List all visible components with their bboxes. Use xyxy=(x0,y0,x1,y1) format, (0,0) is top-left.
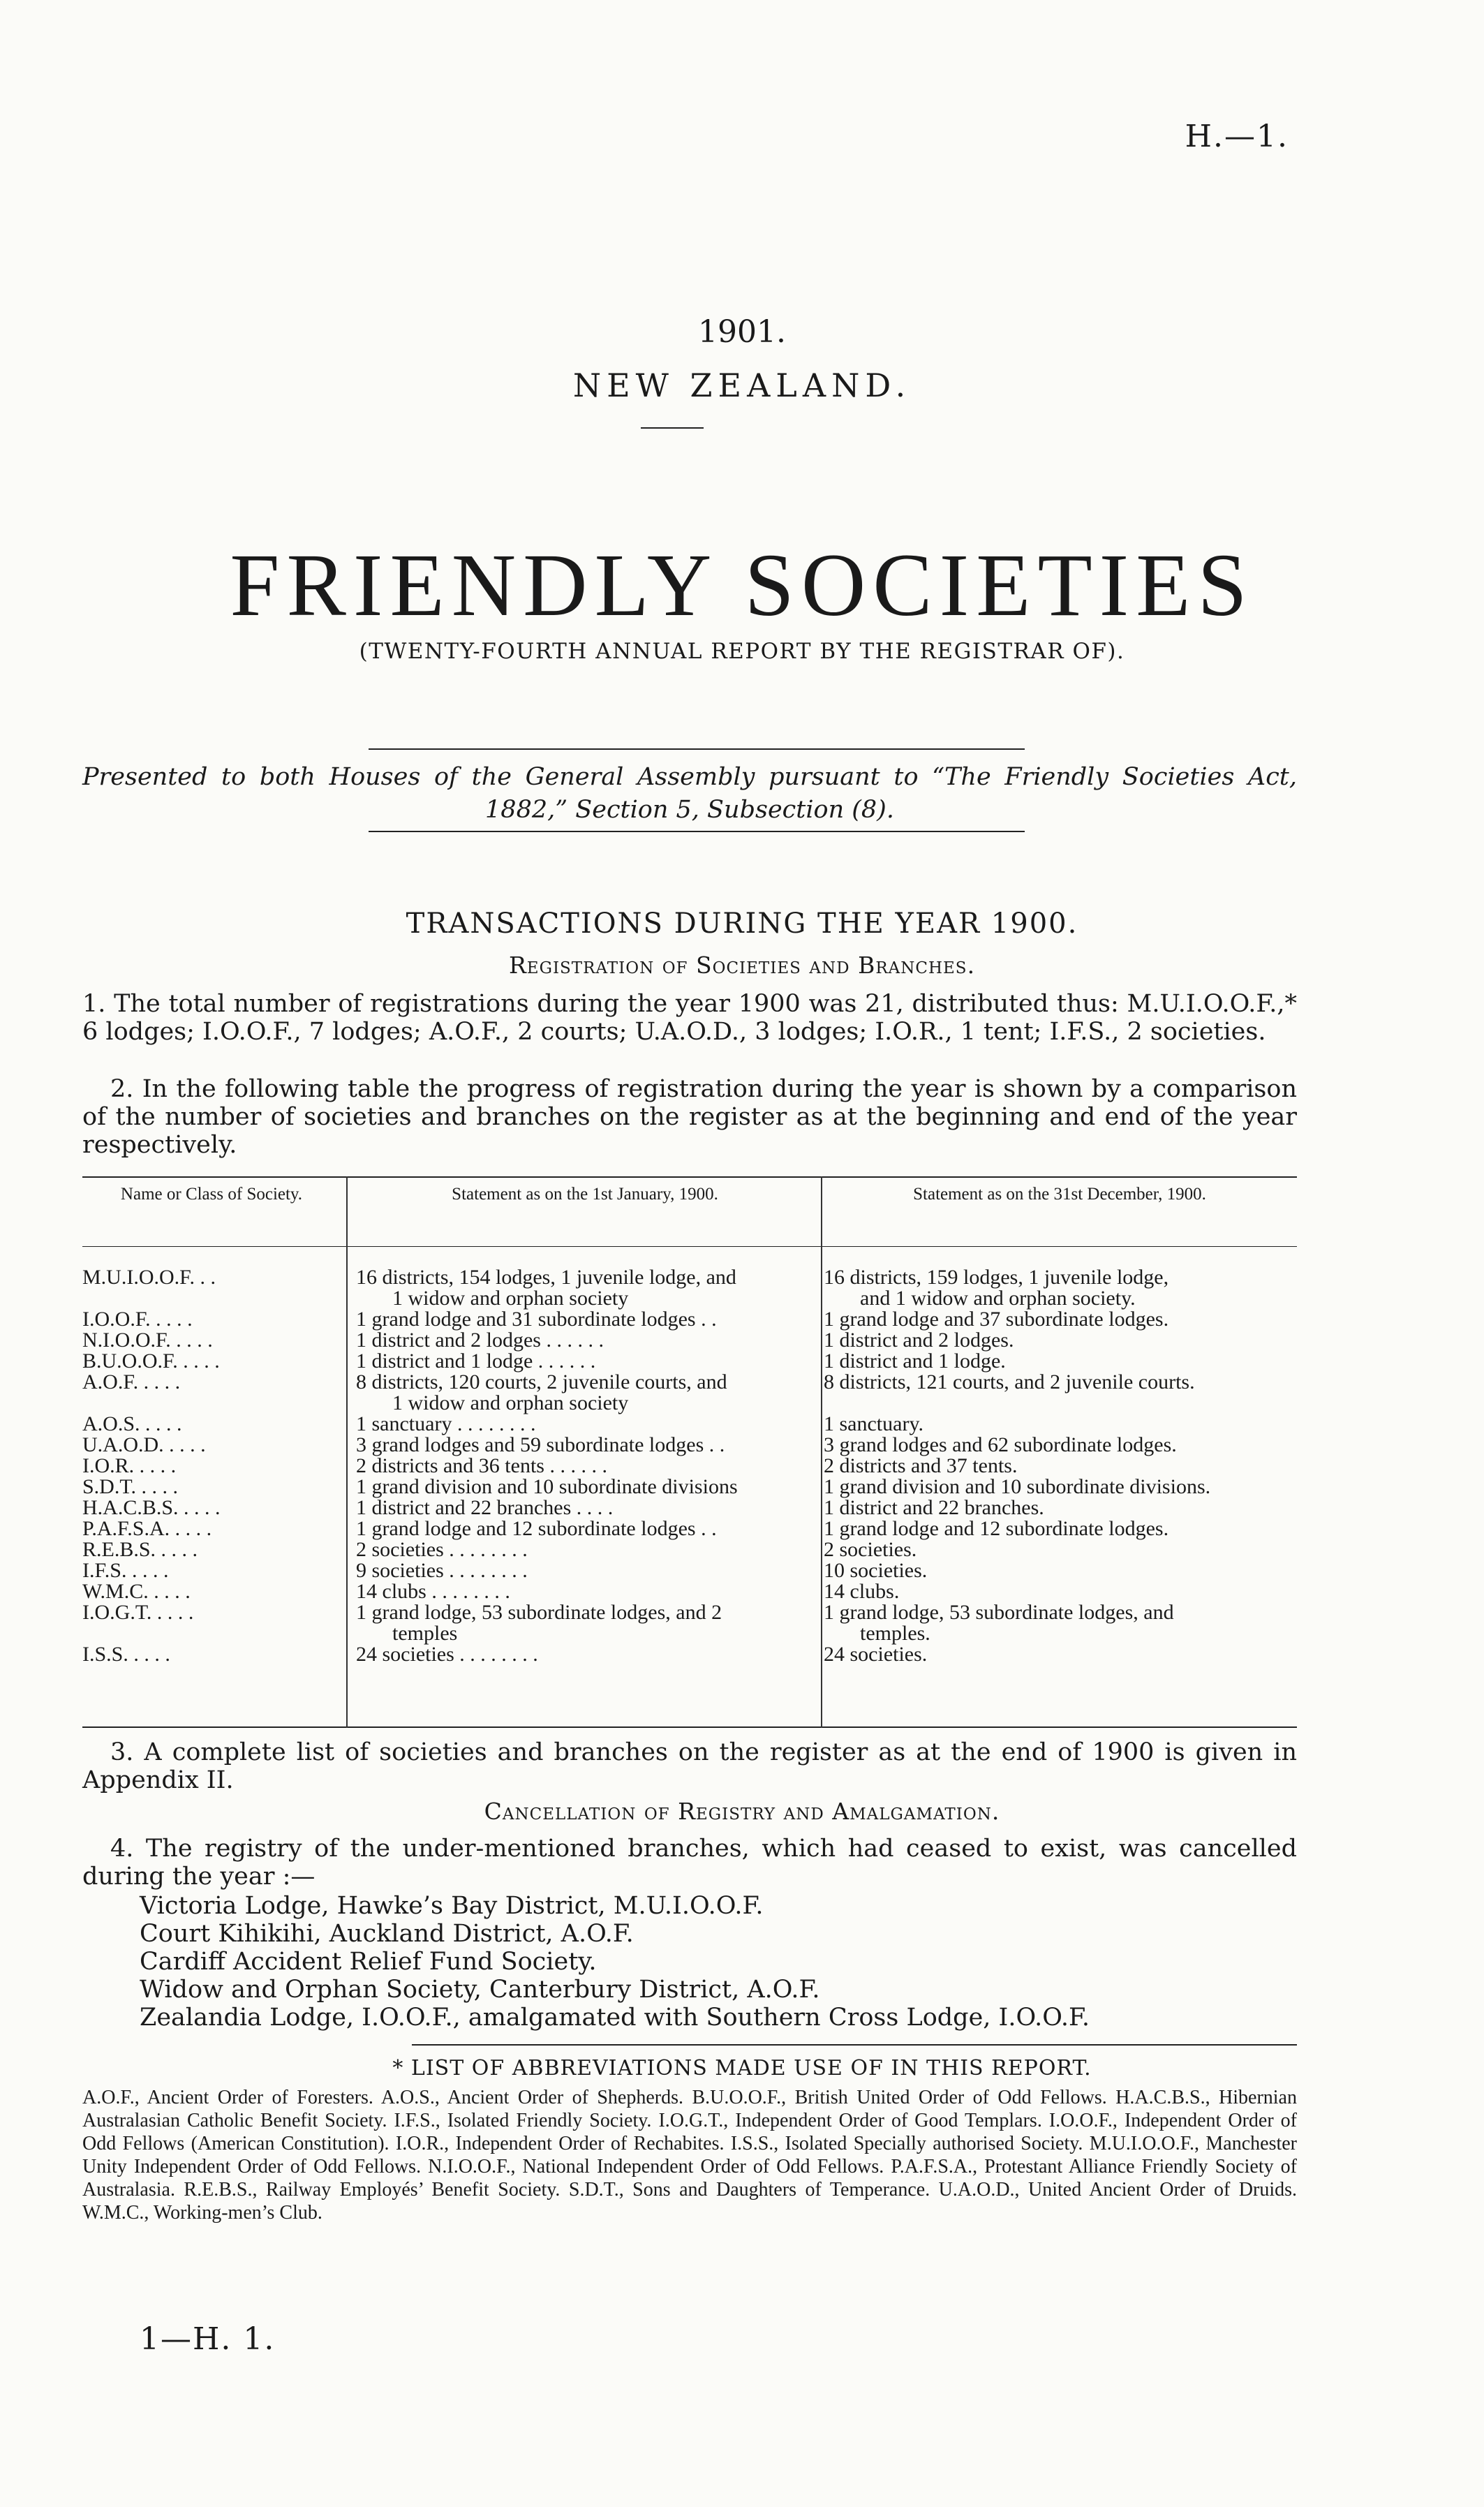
jan-statement-cell xyxy=(348,1309,815,1330)
header-jan: Statement as on the 1st January, 1900. xyxy=(452,1185,718,1204)
jan-statement-cell xyxy=(348,1560,815,1581)
society-name-cell: I.O.O.F. . . . . xyxy=(82,1308,193,1331)
jan-statement-cell xyxy=(348,1518,815,1539)
jan-statement-cell xyxy=(348,1581,815,1602)
document-code: H.—1. xyxy=(1185,119,1289,154)
document-year: 1901. xyxy=(698,314,786,350)
society-name-cell: H.A.C.B.S. . . . . xyxy=(82,1496,221,1519)
jan-statement-line: 1 grand lodge and 31 subordinate lodges . . xyxy=(356,1308,717,1331)
society-name-cell: W.M.C. . . . . xyxy=(82,1580,191,1603)
table-row xyxy=(82,1644,1297,1665)
dec-statement-cell xyxy=(815,1581,1297,1602)
jan-statement-line: 1 grand division and 10 subordinate divisions xyxy=(356,1475,738,1498)
table-row xyxy=(82,1414,1297,1435)
dec-statement-cell xyxy=(815,1477,1297,1497)
dec-statement-line: 24 societies. xyxy=(824,1643,928,1666)
dec-statement-line: 10 societies. xyxy=(824,1559,928,1582)
jan-statement-line: 1 sanctuary . . . . . . . . xyxy=(356,1412,536,1435)
dec-statement-line: 14 clubs. xyxy=(824,1580,900,1603)
paragraph-3: 3. A complete list of societies and branches on the register as at the end of 1900 is given in Appendix II. xyxy=(82,1738,1297,1794)
dec-statement-cell xyxy=(815,1267,1297,1309)
dec-statement-cell xyxy=(815,1497,1297,1518)
jan-statement-line: 2 districts and 36 tents . . . . . . xyxy=(356,1454,607,1477)
jan-statement-line: 1 widow and orphan society xyxy=(392,1287,629,1310)
cancelled-item: Victoria Lodge, Hawke’s Bay District, M.U.I.O.O.F. xyxy=(140,1892,764,1920)
jan-statement-cell xyxy=(348,1330,815,1351)
dec-statement-line: 8 districts, 121 courts, and 2 juvenile courts. xyxy=(824,1370,1195,1393)
jan-statement-line: 1 district and 1 lodge . . . . . . xyxy=(356,1349,596,1373)
dec-statement-line: 1 district and 22 branches. xyxy=(824,1496,1044,1519)
paragraph-2: 2. In the following table the progress of registration during the year is shown by a comparison of the number of societies and branches on the register as at the beginning and end of the year respectively. xyxy=(82,1075,1297,1159)
dec-statement-line: 1 grand lodge and 37 subordinate lodges. xyxy=(824,1308,1169,1331)
table-row xyxy=(82,1560,1297,1581)
table-top-rule xyxy=(82,1176,1297,1178)
table-row xyxy=(82,1456,1297,1477)
cancelled-item: Zealandia Lodge, I.O.O.F., amalgamated with Southern Cross Lodge, I.O.O.F. xyxy=(140,2004,1090,2032)
divider xyxy=(412,2044,1297,2046)
table-row xyxy=(82,1372,1297,1414)
dec-statement-cell xyxy=(815,1435,1297,1456)
jan-statement-line: 9 societies . . . . . . . . xyxy=(356,1559,528,1582)
divider xyxy=(369,748,1025,750)
page-footer: 1—H. 1. xyxy=(140,2321,276,2357)
jan-statement-line: 1 district and 2 lodges . . . . . . xyxy=(356,1329,604,1352)
transactions-heading: TRANSACTIONS DURING THE YEAR 1900. xyxy=(406,908,1078,940)
table-row xyxy=(82,1435,1297,1456)
dec-statement-line: 16 districts, 159 lodges, 1 juvenile lodge, xyxy=(824,1266,1169,1289)
table-row xyxy=(82,1539,1297,1560)
dec-statement-cell xyxy=(815,1644,1297,1665)
page-subtitle: (TWENTY-FOURTH ANNUAL REPORT BY THE REGISTRAR OF). xyxy=(359,639,1125,664)
registration-table xyxy=(82,1176,1297,1728)
table-bottom-rule xyxy=(82,1726,1297,1728)
presented-statement: Presented to both Houses of the General Assembly pursuant to “The Friendly Societies Act, 1882,” Section 5, Subsection (8). xyxy=(82,763,1297,824)
society-name-cell: I.O.G.T. . . . . xyxy=(82,1601,194,1624)
table-row xyxy=(82,1309,1297,1330)
table-row xyxy=(82,1602,1297,1644)
dec-statement-cell xyxy=(815,1351,1297,1372)
society-name-cell: A.O.S. . . . . xyxy=(82,1412,182,1435)
jan-statement-cell xyxy=(348,1267,815,1309)
country-heading: NEW ZEALAND. xyxy=(572,367,912,404)
dec-statement-line: 1 grand lodge, 53 subordinate lodges, and xyxy=(824,1601,1174,1624)
society-name-cell: R.E.B.S. . . . . xyxy=(82,1538,198,1561)
jan-statement-cell xyxy=(348,1351,815,1372)
jan-statement-cell xyxy=(348,1644,815,1665)
jan-statement-line: 3 grand lodges and 59 subordinate lodges . . xyxy=(356,1433,725,1456)
jan-statement-line: 14 clubs . . . . . . . . xyxy=(356,1580,510,1603)
dec-statement-line: 3 grand lodges and 62 subordinate lodges. xyxy=(824,1433,1177,1456)
jan-statement-line: temples xyxy=(392,1622,458,1645)
jan-statement-cell xyxy=(348,1497,815,1518)
table-row xyxy=(82,1330,1297,1351)
abbreviations-list: A.O.F., Ancient Order of Foresters. A.O.S., Ancient Order of Shepherds. B.U.O.O.F., British United Order of Odd Fellows. H.A.C.B.S., Hibernian Australasian Catholic Benefit Society. I.F.S., Isolated Friendly Society. I.O.G.T., Independent Order of Good Templars. I.O.O.F., Independent Order of Odd Fellows (American Constitution). I.O.R., Independent Order of Rechabites. I.S.S., Isolated Specially authorised Society. M.U.I.O.O.F., Manchester Unity Independent Order of Odd Fellows. N.I.O.O.F., National Independent Order of Odd Fellows. P.A.F.S.A., Protestant Alliance Friendly Society of Australasia. R.E.B.S., Railway Employés’ Benefit Society. S.D.T., Sons and Daughters of Temperance. U.A.O.D., United Ancient Order of Druids. W.M.C., Working-men’s Club. xyxy=(82,2087,1297,2224)
paragraph-1: 1. The total number of registrations during the year 1900 was 21, distributed thus: M.U.I.O.O.F.,* 6 lodges; I.O.O.F., 7 lodges; A.O.F., 2 courts; U.A.O.D., 3 lodges; I.O.R., 1 tent; I.F.S., 2 societies. xyxy=(82,990,1297,1046)
society-name-cell: P.A.F.S.A. . . . . xyxy=(82,1517,212,1540)
dec-statement-cell xyxy=(815,1518,1297,1539)
dec-statement-cell xyxy=(815,1414,1297,1435)
divider xyxy=(641,427,704,429)
table-row xyxy=(82,1351,1297,1372)
dec-statement-cell xyxy=(815,1456,1297,1477)
table-body xyxy=(82,1267,1297,1665)
abbreviations-heading: * LIST OF ABBREVIATIONS MADE USE OF IN THIS REPORT. xyxy=(392,2056,1092,2080)
dec-statement-line: 2 districts and 37 tents. xyxy=(824,1454,1018,1477)
jan-statement-line: 16 districts, 154 lodges, 1 juvenile lodge, and xyxy=(356,1266,736,1289)
society-name-cell: A.O.F. . . . . xyxy=(82,1370,181,1393)
dec-statement-cell xyxy=(815,1372,1297,1414)
society-name-cell: I.O.R. . . . . xyxy=(82,1454,177,1477)
table-row xyxy=(82,1477,1297,1497)
society-name-cell: U.A.O.D. . . . . xyxy=(82,1433,206,1456)
registration-heading: Registration of Societies and Branches. xyxy=(508,952,976,979)
table-header-rule xyxy=(82,1246,1297,1247)
table-row xyxy=(82,1497,1297,1518)
cancellation-heading: Cancellation of Registry and Amalgamation. xyxy=(484,1798,1000,1825)
jan-statement-cell xyxy=(348,1602,815,1644)
cancelled-item: Cardiff Accident Relief Fund Society. xyxy=(140,1948,597,1976)
jan-statement-cell xyxy=(348,1539,815,1560)
table-row xyxy=(82,1581,1297,1602)
society-name-cell: M.U.I.O.O.F. . . xyxy=(82,1266,216,1289)
jan-statement-line: 1 grand lodge, 53 subordinate lodges, and 2 xyxy=(356,1601,722,1624)
dec-statement-line: 2 societies. xyxy=(824,1538,917,1561)
dec-statement-line: 1 district and 2 lodges. xyxy=(824,1329,1014,1352)
jan-statement-cell xyxy=(348,1372,815,1414)
society-name-cell: I.S.S. . . . . xyxy=(82,1643,170,1666)
dec-statement-line: 1 grand division and 10 subordinate divisions. xyxy=(824,1475,1211,1498)
dec-statement-cell xyxy=(815,1539,1297,1560)
dec-statement-line: 1 sanctuary. xyxy=(824,1412,923,1435)
dec-statement-line: 1 district and 1 lodge. xyxy=(824,1349,1006,1373)
society-name-cell: S.D.T. . . . . xyxy=(82,1475,178,1498)
jan-statement-cell xyxy=(348,1477,815,1497)
dec-statement-line: temples. xyxy=(860,1622,930,1645)
jan-statement-line: 24 societies . . . . . . . . xyxy=(356,1643,538,1666)
divider xyxy=(369,831,1025,832)
paragraph-4: 4. The registry of the under-mentioned branches, which had ceased to exist, was cancelled during the year :— xyxy=(82,1835,1297,1891)
jan-statement-cell xyxy=(348,1414,815,1435)
dec-statement-cell xyxy=(815,1602,1297,1644)
header-dec: Statement as on the 31st December, 1900. xyxy=(913,1185,1206,1204)
dec-statement-cell xyxy=(815,1330,1297,1351)
jan-statement-cell xyxy=(348,1435,815,1456)
table-row xyxy=(82,1267,1297,1309)
society-name-cell: N.I.O.O.F. . . . . xyxy=(82,1329,213,1352)
society-name-cell: B.U.O.O.F. . . . . xyxy=(82,1349,220,1373)
table-row xyxy=(82,1518,1297,1539)
jan-statement-cell xyxy=(348,1456,815,1477)
dec-statement-cell xyxy=(815,1309,1297,1330)
page-title: FRIENDLY SOCIETIES xyxy=(230,535,1254,635)
jan-statement-line: 1 widow and orphan society xyxy=(392,1391,629,1414)
dec-statement-line: and 1 widow and orphan society. xyxy=(860,1287,1136,1310)
dec-statement-cell xyxy=(815,1560,1297,1581)
jan-statement-line: 1 grand lodge and 12 subordinate lodges . . xyxy=(356,1517,717,1540)
jan-statement-line: 1 district and 22 branches . . . . xyxy=(356,1496,614,1519)
cancelled-item: Court Kihikihi, Auckland District, A.O.F. xyxy=(140,1920,634,1948)
dec-statement-line: 1 grand lodge and 12 subordinate lodges. xyxy=(824,1517,1169,1540)
jan-statement-line: 8 districts, 120 courts, 2 juvenile courts, and xyxy=(356,1370,727,1393)
cancelled-item: Widow and Orphan Society, Canterbury District, A.O.F. xyxy=(140,1976,820,2004)
header-name: Name or Class of Society. xyxy=(120,1185,303,1204)
jan-statement-line: 2 societies . . . . . . . . xyxy=(356,1538,528,1561)
society-name-cell: I.F.S. . . . . xyxy=(82,1559,169,1582)
